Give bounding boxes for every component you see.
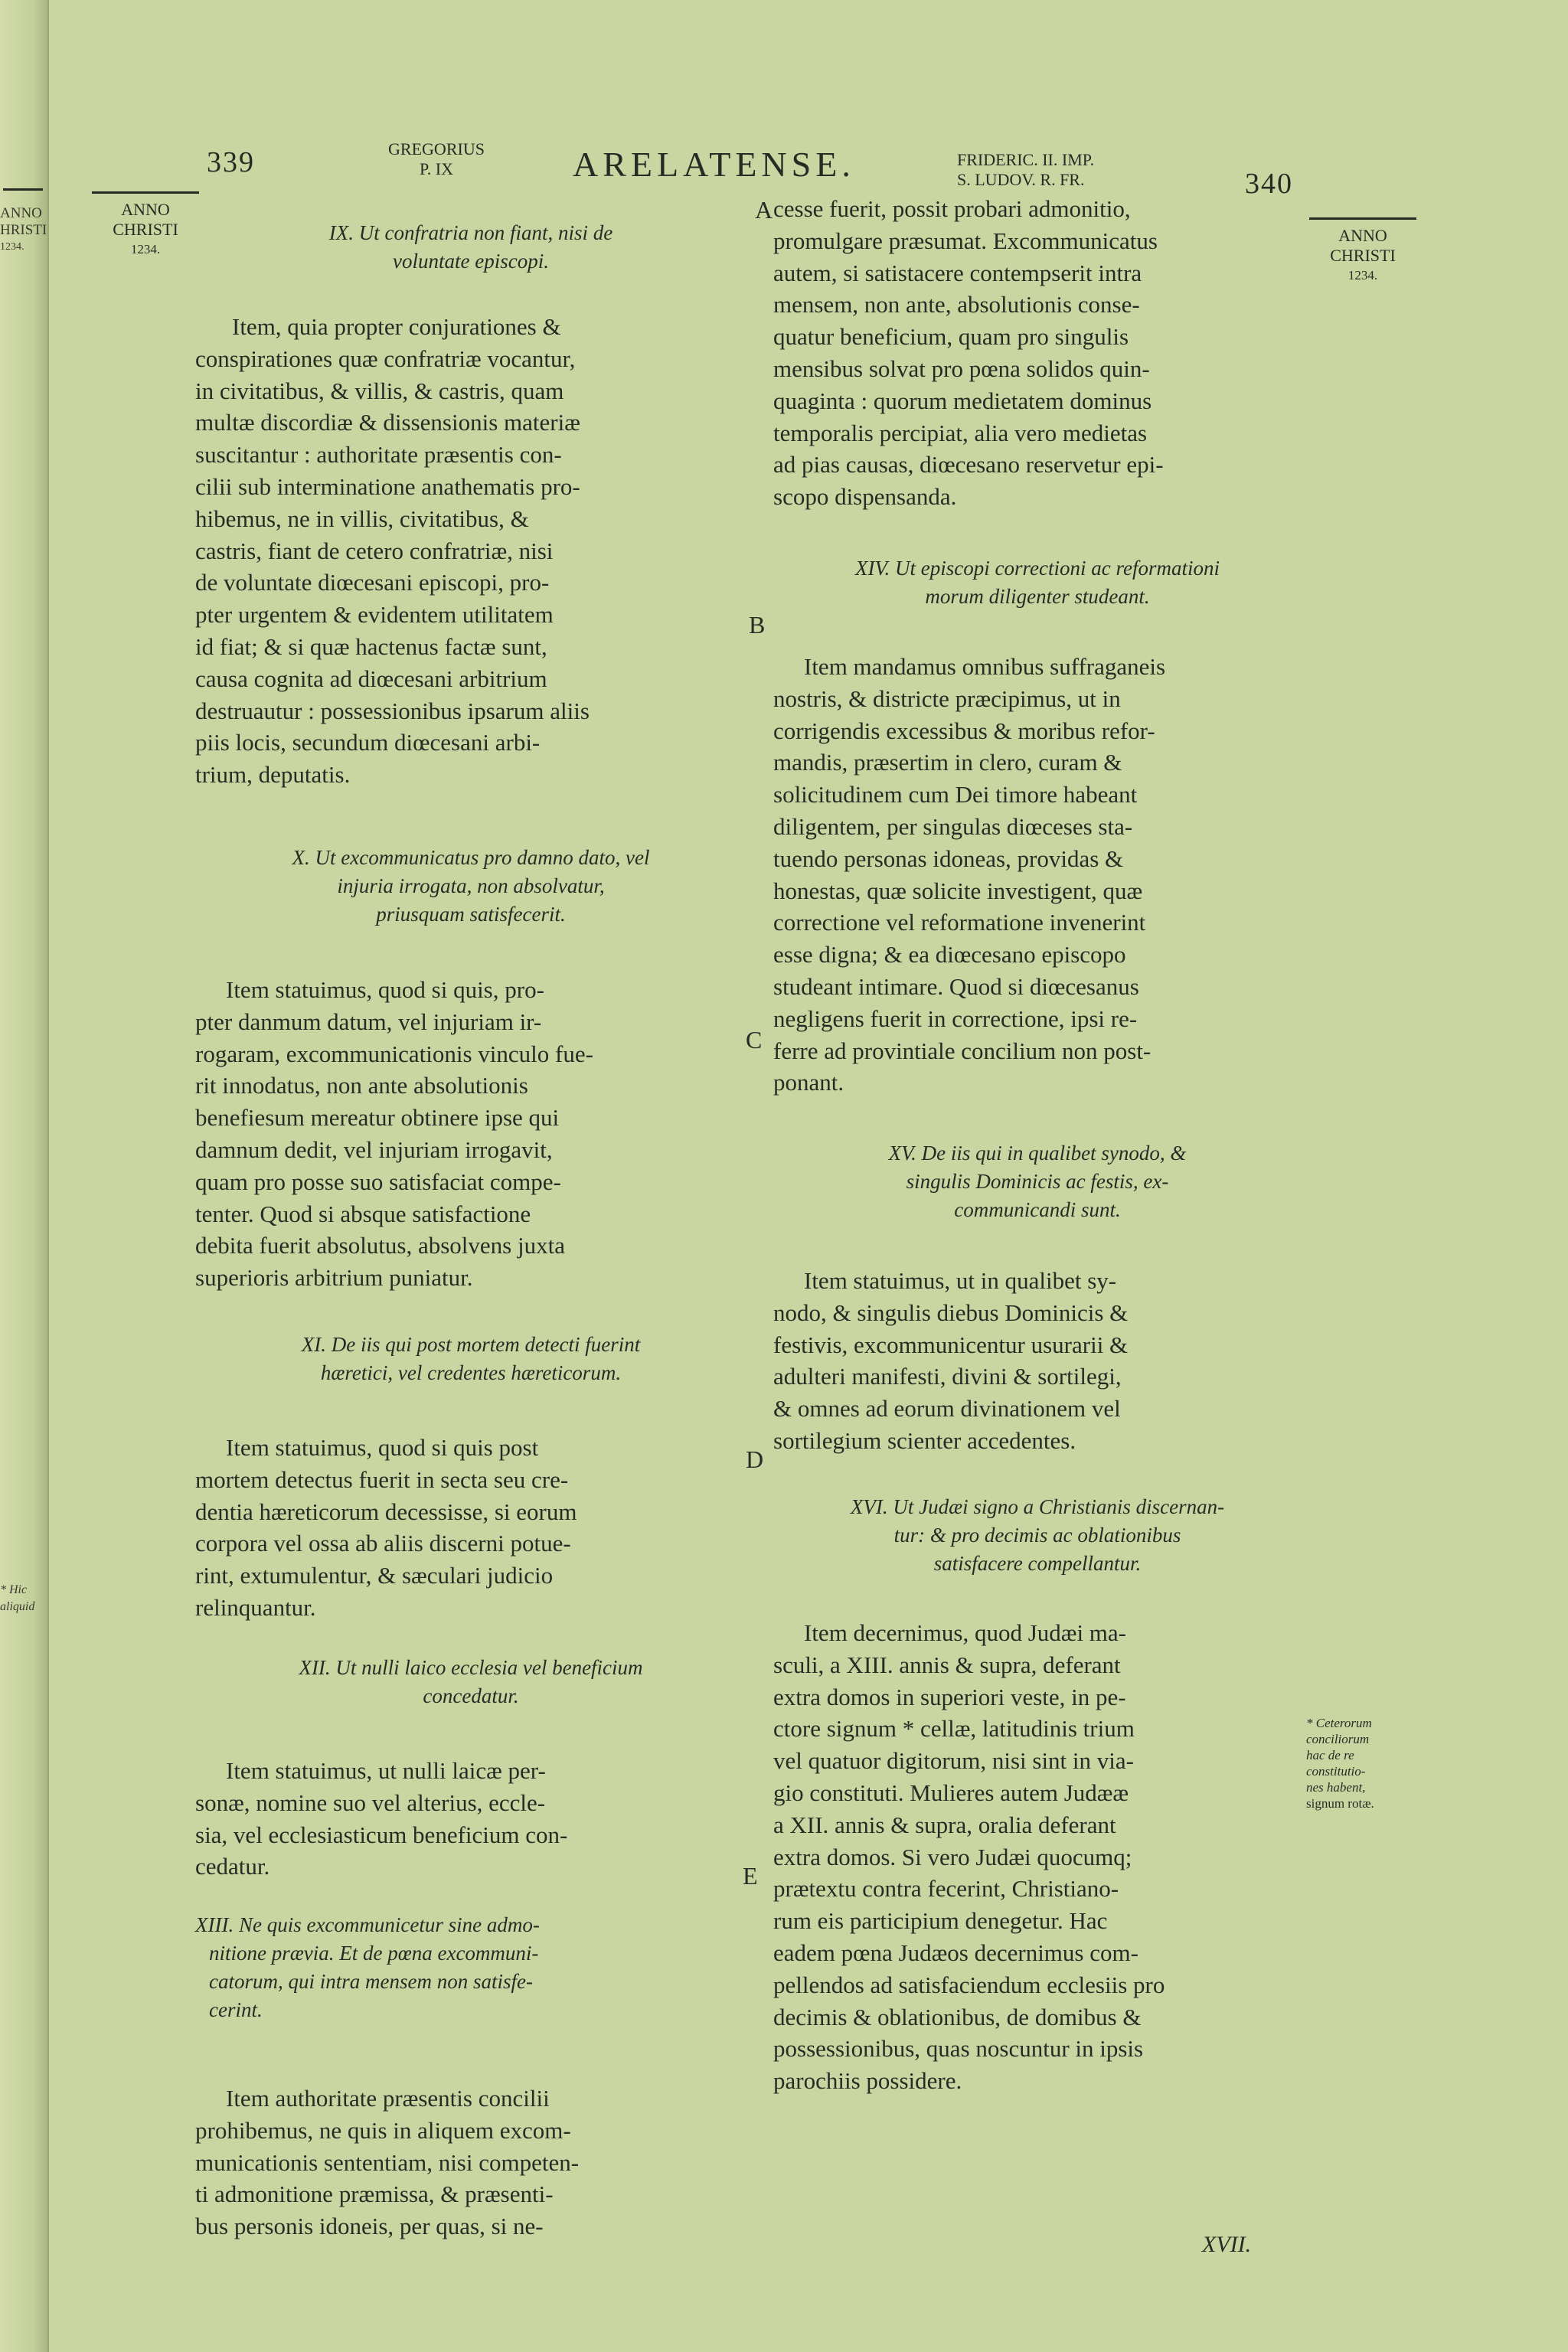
margin-letter-e: E <box>743 1862 758 1890</box>
catchword: XVII. <box>1202 2232 1252 2257</box>
paragraph-xii: Item statuimus, ut nulli laicæ per- sonæ, nomine suo vel alterius, eccle- sia, vel ecclesiasticum beneficium con- cedatur. <box>195 1757 568 1880</box>
margin-letter-b: B <box>749 611 766 639</box>
paragraph-xiii-continued: cesse fuerit, possit probari admonitio, promulgare præsumat. Excommunicatus autem, si satistacere contempserit intra mensem, non ante, absolutionis conse- quatur beneficium, quam pro singulis mensibus solvat pro pœna solidos quin- quaginta : quorum medietatem dominus temporalis percipiat, alia vero medietas ad pias causas, diœcesano reservetur epi- scopo dispensanda. <box>773 195 1164 511</box>
paragraph-x: Item statuimus, quod si quis, pro- pter danmum datum, vel injuriam ir- rogaram, excommunicationis vinculo fue- rit innodatus, non ante absolutionis benefiesum mereatur obtinere ipse qui damnum dedit, vel injuriam irrogavit, quam pro posse suo satisfaciat compe- tenter. Quod si absque satisfactione debita fuerit absolutus, absolvens juxta superioris arbitrium puniatur. <box>195 976 593 1292</box>
heading-xvi: XVI. Ut Judæi signo a Christianis discernan- tur: & pro decimis ac oblationibus satisfacere compellantur. <box>850 1495 1225 1575</box>
anno-christi-right: ANNO CHRISTI 1234. <box>1309 217 1416 286</box>
anno-rule <box>92 191 199 194</box>
heading-xiv: XIV. Ut episcopi correctioni ac reformationi morum diligenter studeant. <box>855 557 1220 608</box>
previous-page-edge <box>0 0 49 2352</box>
left-page-number: 339 <box>207 146 255 178</box>
heading-ix: IX. Ut confratria non fiant, nisi de voluntate episcopi. <box>328 221 613 273</box>
paragraph-xiii: Item authoritate præsentis concilii prohibemus, ne quis in aliquem excom- municationis sententiam, nisi competen- ti admonitione præmissa, & præsenti- bus personis idoneis, per quas, si ne- <box>195 2085 580 2240</box>
heading-xv: XV. De iis qui in qualibet synodo, & singulis Dominicis ac festis, ex- communicandi sunt. <box>888 1142 1187 1221</box>
anno-christi-left: ANNO CHRISTI 1234. <box>92 191 199 260</box>
marginal-note: * Ceterorum conciliorum hac de re constitutio- nes habent, signum rotæ. <box>1306 1716 1374 1811</box>
heading-xi: XI. De iis qui post mortem detecti fuerint hæretici, vel credentes hæreticorum. <box>301 1333 641 1384</box>
paragraph-xiv: Item mandamus omnibus suffraganeis nostris, & districte præcipimus, ut in corrigendis excessibus & moribus refor- mandis, præsertim in clero, curam & solicitudinem cum Dei timore habeant diligentem, per singulas diœceses sta- tuendo personas idoneas, providas & honestas, quæ solicite investigent, quæ correctione vel reformatione invenerint esse digna; & ea diœcesano episcopo studeant intimare. Quod si diœcesanus negligens fuerit in correctione, ipsi re- ferre ad provintiale concilium non post- ponant. <box>773 653 1166 1096</box>
right-page-number: 340 <box>1245 168 1293 200</box>
strip-anno-top: ANNO HRISTI 1234. <box>0 205 47 253</box>
margin-letter-a: A <box>755 196 773 224</box>
margin-letter-c: C <box>746 1026 763 1054</box>
paragraph-ix: Item, quia propter conjurationes & conspirationes quæ confratriæ vocantur, in civitatibus, & villis, & castris, quam multæ discordiæ & dissensionis materiæ suscitantur : authoritate præsentis con- cilii sub interminatione anathematis pro- hibemus, ne in villis, civitatibus, & castris, fiant de cetero confratriæ, nisi de voluntate diœcesani episcopi, pro- pter urgentem & evidentem utilitatem id fiat; & si quæ hactenus factæ sunt, causa cognita ad diœcesani arbitrium destruautur : possessionibus ipsarum aliis piis locis, secundum diœcesani arbi- trium, deputatis. <box>195 313 590 789</box>
right-running-head: FRIDERIC. II. IMP. S. LUDOV. R. FR. <box>957 150 1095 189</box>
margin-letter-d: D <box>746 1446 764 1473</box>
heading-xii: XII. Ut nulli laico ecclesia vel beneficium concedatur. <box>299 1656 643 1707</box>
running-title: ARELATENSE. <box>573 145 855 184</box>
heading-xiii: XIII. Ne quis excommunicetur sine admo- nitione prævia. Et de pœna excommuni- catorum, qui intra mensem non satisfe- cerint. <box>195 1913 540 2021</box>
paragraph-xvi: Item decernimus, quod Judæi ma- sculi, a XIII. annis & supra, deferant extra domos in superiori veste, in pe- ctore signum * cellæ, latitudinis trium vel quatuor digitorum, nisi sint in via- gio constituti. Mulieres autem Judææ a XII. annis & supra, oralia deferant extra domos. Si vero Judæi quocumq; prætextu contra fecerint, Christiano- rum eis participium denegetur. Hac eadem pœna Judæos decernimus com- pellendos ad satisfaciendum ecclesiis pro decimis & oblationibus, de domibus & possessionibus, quas noscuntur in ipsis parochiis possidere. <box>773 1619 1165 2095</box>
heading-x: X. Ut excommunicatus pro damno dato, vel injuria irrogata, non absolvatur, priusquam satisfecerit. <box>292 846 650 926</box>
strip-rule <box>3 188 43 191</box>
paragraph-xi: Item statuimus, quod si quis post mortem detectus fuerit in secta seu cre- dentia hæreticorum decessisse, si eorum corpora vel ossa ab aliis discerni potue- rint, extumulentur, & sæculari judicio relinquantur. <box>195 1434 577 1621</box>
left-running-head: GREGORIUS P. IX <box>388 139 485 178</box>
strip-note-bottom: * Hic aliquid <box>0 1583 35 1613</box>
anno-rule <box>1309 217 1416 220</box>
paragraph-xv: Item statuimus, ut in qualibet sy- nodo, & singulis diebus Dominicis & festivis, excommunicentur usurarii & adulteri manifesti, divini & sortilegi, & omnes ad eorum divinationem vel sortilegium scienter accedentes. <box>773 1267 1129 1454</box>
